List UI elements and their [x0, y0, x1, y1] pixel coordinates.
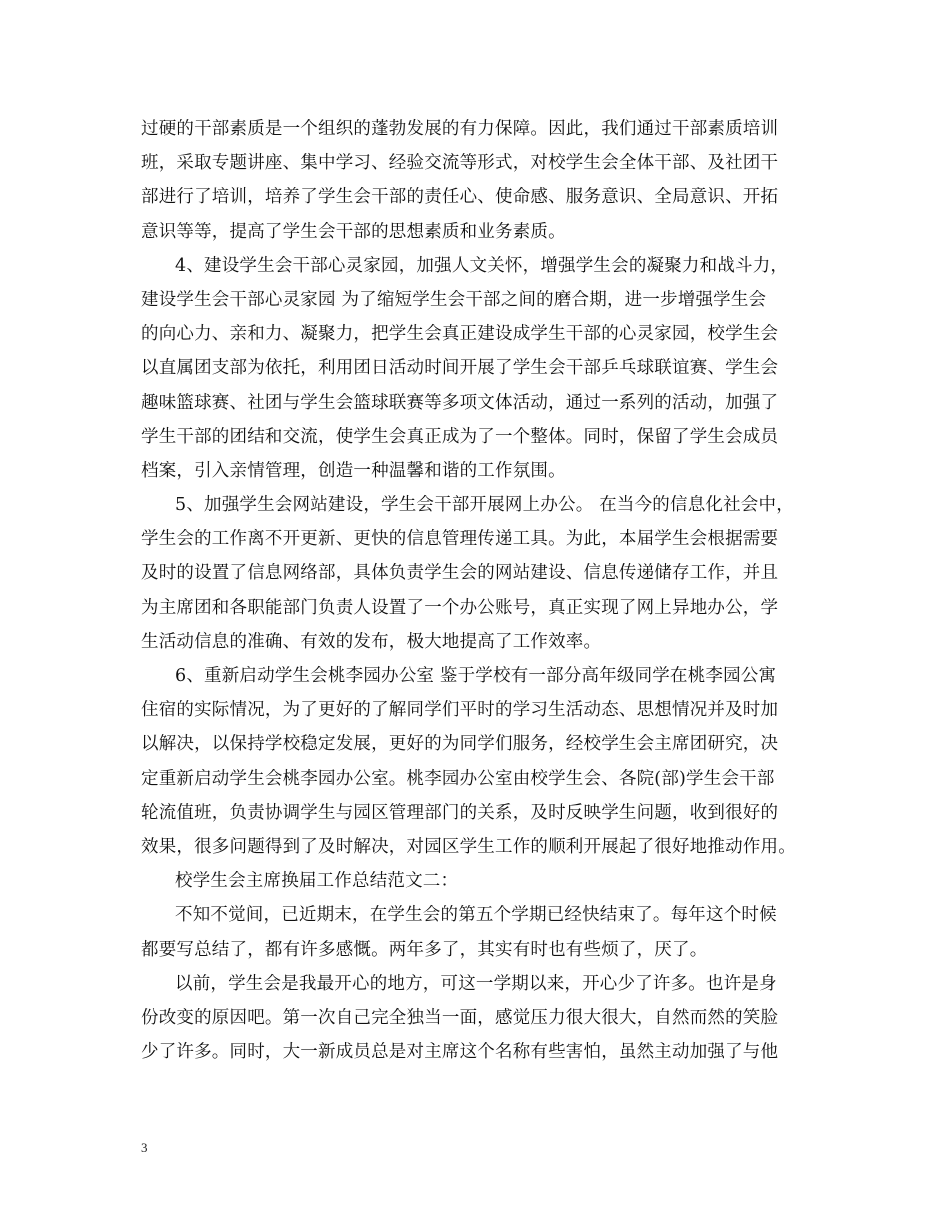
text-line: 档案，引入亲情管理，创造一种温馨和谐的工作氛围。	[141, 460, 566, 481]
text-line: 及时的设置了信息网络部，具体负责学生会的网站建设、信息传递储存工作，并且	[141, 563, 779, 584]
text-line: 以解决，以保持学校稳定发展，更好的为同学们服务，经校学生会主席团研究，决	[141, 734, 779, 755]
text-line: 班，采取专题讲座、集中学习、经验交流等形式，对校学生会全体干部、及社团干	[141, 153, 779, 174]
page-number: 3	[141, 1140, 148, 1155]
text-line: 定重新启动学生会桃李园办公室。桃李园办公室由校学生会、各院(部)学生会干部	[141, 768, 775, 789]
text-line: 4、建设学生会干部心灵家园，加强人文关怀，增强学生会的凝聚力和战斗力，	[175, 255, 789, 276]
text-line: 以前，学生会是我最开心的地方，可这一学期以来，开心少了许多。也许是身	[175, 973, 777, 994]
body-text	[141, 112, 831, 1069]
text-line: 校学生会主席换届工作总结范文二：	[175, 871, 459, 892]
text-line: 份改变的原因吧。第一次自己完全独当一面，感觉压力很大很大，自然而然的笑脸	[141, 1007, 779, 1028]
text-line: 6、重新启动学生会桃李园办公室 鉴于学校有一部分高年级同学在桃李园公寓	[175, 666, 777, 686]
text-line: 过硬的干部素质是一个组织的蓬勃发展的有力保障。因此，我们通过干部素质培训	[141, 119, 779, 139]
text-line: 意识等等，提高了学生会干部的思想素质和业务素质。	[141, 221, 566, 242]
text-line: 都要写总结了，都有许多感慨。两年多了，其实有时也有些烦了，厌了。	[141, 939, 708, 960]
text-line: 轮流值班，负责协调学生与园区管理部门的关系，及时反映学生问题，收到很好的	[141, 802, 779, 823]
text-line: 5、加强学生会网站建设，学生会干部开展网上办公。 在当今的信息化社会中，	[175, 495, 794, 516]
text-line: 效果，很多问题得到了及时解决，对园区学生工作的顺利开展起了很好地推动作用。	[141, 836, 796, 857]
text-line: 建设学生会干部心灵家园 为了缩短学生会干部之间的磨合期，进一步增强学生会	[141, 289, 767, 310]
text-line: 的向心力、亲和力、凝聚力，把学生会真正建设成学生干部的心灵家园，校学生会	[141, 324, 779, 345]
text-line: 学生干部的团结和交流，使学生会真正成为了一个整体。同时，保留了学生会成员	[141, 426, 779, 447]
text-line: 为主席团和各职能部门负责人设置了一个办公账号，真正实现了网上异地办公，学	[141, 597, 779, 618]
text-line: 少了许多。同时，大一新成员总是对主席这个名称有些害怕，虽然主动加强了与他	[141, 1042, 779, 1063]
text-line: 学生会的工作离不开更新、更快的信息管理传递工具。为此，本届学生会根据需要	[141, 529, 779, 550]
text-line: 生活动信息的准确、有效的发布，极大地提高了工作效率。	[141, 631, 602, 652]
text-line: 不知不觉间，已近期末，在学生会的第五个学期已经快结束了。每年这个时候	[175, 905, 777, 926]
text-line: 住宿的实际情况，为了更好的了解同学们平时的学习生活动态、思想情况并及时加	[141, 700, 779, 721]
text-line: 部进行了培训，培养了学生会干部的责任心、使命感、服务意识、全局意识、开拓	[141, 187, 779, 208]
text-line: 以直属团支部为依托，利用团日活动时间开展了学生会干部乒乓球联谊赛、学生会	[141, 358, 779, 379]
text-line: 趣味篮球赛、社团与学生会篮球联赛等多项文体活动，通过一系列的活动，加强了	[141, 392, 779, 413]
